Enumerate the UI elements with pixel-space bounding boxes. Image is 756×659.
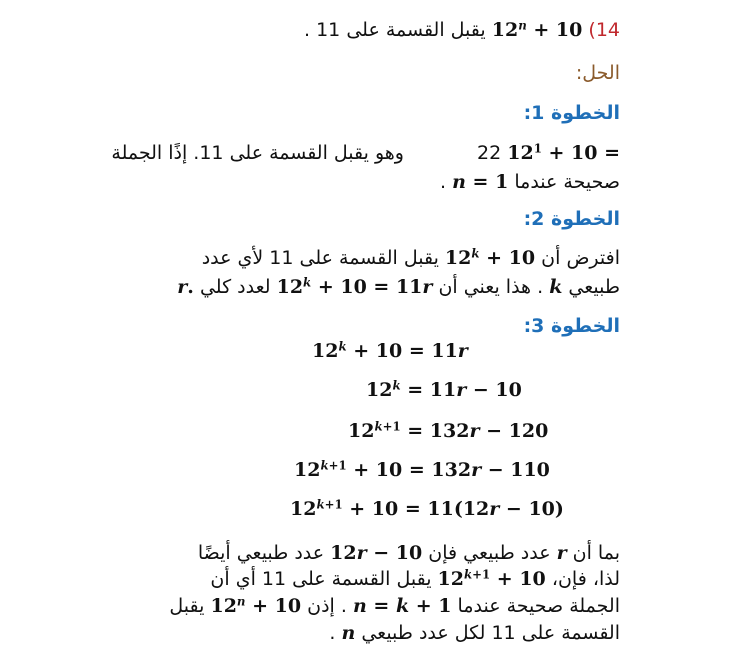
- step-1-condition: n = 1: [452, 171, 509, 193]
- step-1-end: .: [440, 171, 447, 193]
- conclusion-expression-3: $12^n + 10$: [210, 594, 302, 617]
- step-1-line-2: [440, 169, 620, 195]
- conclusion-n: n: [341, 622, 356, 644]
- step-1-result: 22: [477, 142, 502, 164]
- step-2-text: يقبل القسمة على 11 لأي عدد: [201, 247, 439, 269]
- step-1-line-1-text: [111, 140, 404, 166]
- step-2-assume: افترض أن: [541, 247, 620, 269]
- conclusion-line-3: [169, 593, 620, 619]
- step-3-title: الخطوة 3:: [523, 315, 620, 337]
- step-2-line-1: [202, 245, 620, 271]
- step-2-expression: $12^k + 10$: [444, 246, 536, 269]
- conclusion-natural: عدد طبيعي فإن: [428, 542, 551, 564]
- problem-expression: $12^n + 10$: [491, 18, 583, 41]
- problem-line: [304, 17, 620, 43]
- problem-statement: يقبل القسمة على 11 .: [304, 19, 486, 41]
- conclusion-expression-2: $12^{k+1} + 10$: [437, 567, 546, 590]
- equation-5: $12^{k+1} + 10 = 11(12r - 10)$: [290, 497, 564, 520]
- step-2-r: r.: [177, 276, 194, 298]
- step-2-whole: لعدد كلي: [199, 276, 271, 298]
- conclusion-natural-too: عدد طبيعي أيضًا: [197, 542, 325, 564]
- conclusion-line-4: [329, 620, 620, 646]
- step-2-line-2: [177, 274, 620, 300]
- equation-3: $12^{k+1} = 132r - 120$: [348, 419, 549, 442]
- step-1-title: الخطوة 1:: [523, 102, 620, 124]
- problem-number: 14): [588, 19, 620, 41]
- conclusion-since: بما أن: [572, 542, 620, 564]
- conclusion-line-2: [210, 566, 620, 592]
- conclusion-divisible: يقبل القسمة على 11 أي أن: [210, 568, 432, 590]
- step-2-title: الخطوة 2:: [523, 208, 620, 230]
- conclusion-line-1: [198, 540, 620, 566]
- conclusion-hence: . إذن: [307, 595, 347, 617]
- step-2-means: . هذا يعني أن: [438, 276, 544, 298]
- step-2-equation: $12^k + 10 = 11r$: [276, 275, 433, 298]
- step-1-expression: $12^1 + 10$ =: [507, 141, 620, 164]
- step-1-line-1: [477, 140, 620, 166]
- step-2-natural: طبيعي: [568, 276, 620, 298]
- step-2-k: k: [549, 276, 563, 298]
- step-1-text: وهو يقبل القسمة على 11. إذًا الجملة: [111, 142, 404, 164]
- equation-1: $12^k + 10 = 11r$: [312, 339, 468, 362]
- solution-label: الحل:: [575, 62, 620, 84]
- conclusion-final: القسمة على 11 لكل عدد طبيعي: [361, 622, 620, 644]
- conclusion-r: r: [556, 542, 567, 564]
- conclusion-end: .: [329, 622, 336, 644]
- conclusion-condition: n = k + 1: [352, 595, 452, 617]
- step-1-line-2-text: صحيحة عندما: [514, 171, 620, 193]
- conclusion-therefore: لذا، فإن،: [551, 568, 620, 590]
- equation-4: $12^{k+1} + 10 = 132r - 110$: [294, 458, 550, 481]
- equation-2: $12^k = 11r - 10$: [366, 378, 522, 401]
- conclusion-true-when: الجملة صحيحة عندما: [457, 595, 620, 617]
- conclusion-divisible-2: يقبل: [169, 595, 205, 617]
- conclusion-expression-1: 12r − 10: [330, 542, 423, 564]
